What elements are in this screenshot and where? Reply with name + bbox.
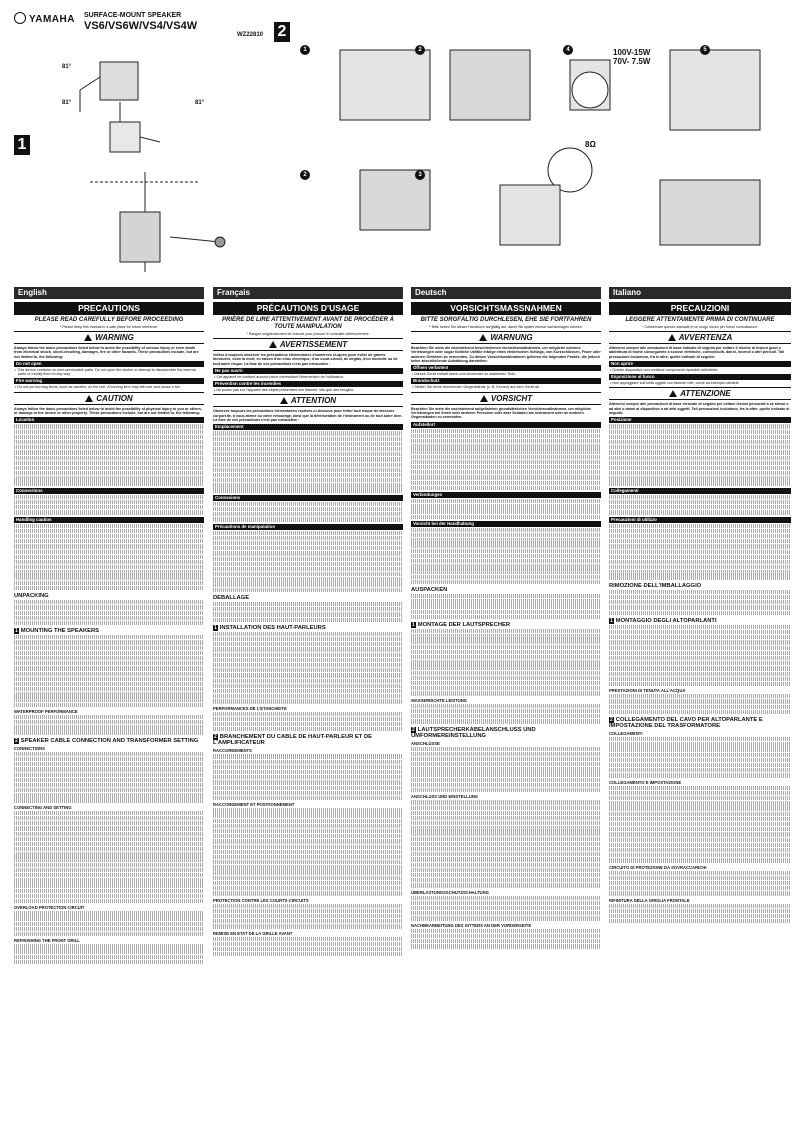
caution-heading: ATTENTION <box>213 394 403 407</box>
bracket-side-view <box>110 122 140 152</box>
mounting-illustration <box>20 42 260 282</box>
section-location: Aufstellort <box>411 422 601 428</box>
section-location: Posizione <box>609 417 791 423</box>
section-2-sub2: CONNECTING AND SETTING <box>14 804 72 810</box>
section-connections: Connections <box>14 488 204 494</box>
section-2-sub3: PROTECTION CONTRE LES COURTS-CIRCUITS <box>213 897 309 903</box>
section-2-sub2: RACCORDEMENT ET POSITIONNEMENT <box>213 802 295 808</box>
sub-step-2: 2 <box>415 45 425 55</box>
impedance-setting-callout: 8Ω <box>585 140 596 149</box>
do-not-open-text: • Dieses Gerät enthält keine vom Anwender zu wartenden Teile. <box>411 372 601 376</box>
section-2-sub4: REMISE EN ETAT DE LA GRILLE AVANT <box>213 930 293 936</box>
caution-heading: CAUTION <box>14 392 204 405</box>
lang-bar-german: Deutsch <box>411 287 601 299</box>
section-location: Location <box>14 417 204 423</box>
lang-bar-english: English <box>14 287 204 299</box>
warning-lead: Always follow the basic precautions listed below to avoid the possibility of serious injury or even death from electrical shock, short-circuiting, damages, fire or other hazards. These precautions include, but are not limited to, the following: <box>14 346 199 359</box>
column-english <box>14 302 204 1124</box>
keep-manual-note: * Rangez soigneusement ce manuel pour pouvoir le consulter ultérieurement. <box>246 332 370 336</box>
section-2-sub1: ANSCHLÜSSE <box>411 740 440 746</box>
precautions-subtitle: PRIÈRE DE LIRE ATTENTIVEMENT AVANT DE PROCÉDER À TOUTE MANIPULATION <box>222 317 394 330</box>
angle-label-1: 81° <box>62 64 72 70</box>
lang-bar-italian: Italiano <box>609 287 791 299</box>
unpacking-heading: AUSPACKEN <box>411 587 448 594</box>
precautions-title: PRECAUZIONI <box>609 302 791 315</box>
precautions-title: VORSICHTSMASSNAHMEN <box>411 302 601 315</box>
section-handling: Handling caution <box>14 517 204 523</box>
caution-triangle-icon <box>85 395 93 402</box>
section-do-not-open: Non aprire <box>609 361 791 367</box>
section-2-sub4: RIFINITURA DELLA GRIGLIA FRONTALE <box>609 897 690 903</box>
step-number-1: 1 <box>14 135 30 155</box>
precautions-title: PRÉCAUTIONS D'USAGE <box>213 302 403 315</box>
caution-lead: Beachten Sie stets die nachstehend aufgelisteten grundsätzlichen Vorsichtsmaßnahmen, um mögliche Verletzungen bei Ihnen oder anderen Personen oder aber Schäden am Instrument oder an anderen Gegenständen zu vermeiden. <box>411 406 592 420</box>
section-connections: Connexions <box>213 495 403 501</box>
brand-name: YAMAHA <box>29 14 75 25</box>
caution-triangle-icon <box>669 390 677 397</box>
speaker-top-view <box>100 62 138 100</box>
section-2-sub1: COLLEGAMENTI <box>609 731 643 737</box>
section-2-sub4: NACHBEARBEITUNG DES GITTERS AN DER VORDERSEITE <box>411 922 532 928</box>
section-do-not-open: Öffnen verboten! <box>411 365 601 371</box>
caution-heading: VORSICHT <box>411 392 601 405</box>
section-fire-warning: Brandschutz <box>411 378 601 384</box>
yamaha-tuning-fork-icon <box>14 12 26 24</box>
section-connections: Collegamenti <box>609 488 791 494</box>
caution-lead: Observez toujours les précautions élémentaires reprises ci-dessous pour éviter tout risque de blessure corporelle, à vous-même ou votre entourage, ainsi que la détérioration de l'instrument ou de tout autre bien. La liste de ces précautions n'est pas exhaustive : <box>213 409 403 423</box>
section-location: Emplacement <box>213 424 403 430</box>
warning-triangle-icon <box>479 334 487 341</box>
sub-step-3: 3 <box>415 170 425 180</box>
section-1-sub1: WATERPROOF PERFORMANCE <box>14 708 78 714</box>
warning-triangle-icon <box>269 341 277 348</box>
fire-text: • Ne posez pas sur l'appareil des objets présentant une flamme, tels que des bougies. <box>213 388 403 392</box>
section-handling: Vorsicht bei der Handhabung <box>411 521 601 527</box>
product-models: VS6/VS6W/VS4/VS4W <box>84 20 198 32</box>
warning-triangle-icon <box>668 334 676 341</box>
section-1-heading: 1 MONTAGGIO DEGLI ALTOPARLANTI <box>610 617 717 624</box>
section-2-sub4: REFINISHING THE FRONT GRILL <box>14 938 80 944</box>
warning-lead: Veillez à toujours observer les précautions élémentaires énumérées ci-après pour éviter de graves blessures, voire la mort, en raison d'un choc électrique, d'un court-circuit, de dégâts, d'un incendie ou de tout autre risque. La liste de ces précautions n'est pas exhaustive : <box>213 353 398 366</box>
section-2-sub1: CONNECTIONS <box>14 745 45 751</box>
section-2-heading: 2 SPEAKER CABLE CONNECTION AND TRANSFORMER SETTING <box>15 737 199 744</box>
warning-triangle-icon <box>84 334 92 341</box>
product-type: SURFACE-MOUNT SPEAKER <box>84 12 182 19</box>
section-2-heading: 2 COLLEGAMENTO DEL CAVO PER ALTOPARLANTE E IMPOSTAZIONE DEL TRASFORMATORE <box>609 717 763 730</box>
section-do-not-open: Ne pas ouvrir <box>213 368 403 374</box>
warning-heading: AVERTISSEMENT <box>213 338 403 351</box>
section-handling: Precauzioni di utilizzo <box>609 517 791 523</box>
fire-text: • Non appoggiare sull'unità oggetti con fiamme vive, come ad esempio candele. <box>609 381 791 385</box>
header <box>14 10 234 38</box>
precautions-subtitle: BITTE SORGFÄLTIG DURCHLESEN, EHE SIE FORTFAHREN <box>420 317 592 323</box>
fire-text: • Do not put burning items, such as candles, on the unit. A burning item may fall over and cause a fire. <box>14 385 204 389</box>
precautions-subtitle: PLEASE READ CAREFULLY BEFORE PROCEEDING <box>34 317 184 323</box>
precautions-title: PRECAUTIONS <box>14 302 204 315</box>
section-fire-warning: Esposizione al fuoco <box>609 374 791 380</box>
column-german <box>411 302 601 1124</box>
sub-step-2b: 2 <box>300 170 310 180</box>
caution-lead: Always follow the basic precautions listed below to avoid the possibility of physical injury to you or others, or damage to the device or other property. These precautions include, but are not limited to, the following: <box>14 406 202 416</box>
column-italian <box>609 302 791 1124</box>
section-2-sub3: CIRCUITO DI PROTEZIONE DA SOVRACCARICHI <box>609 864 707 870</box>
caution-triangle-icon <box>280 397 288 404</box>
sub-step-1: 1 <box>300 45 310 55</box>
section-2-sub3: OVERLOAD PROTECTION CIRCUIT <box>14 905 85 911</box>
caution-triangle-icon <box>480 395 488 402</box>
unpacking-heading: RIMOZIONE DELL'IMBALLAGGIO <box>609 582 702 589</box>
section-1-heading: 1 MONTAGE DER LAUTSPRECHER <box>412 622 511 629</box>
section-fire-warning: Prévention contre les incendies <box>213 381 403 387</box>
precautions-subtitle: LEGGERE ATTENTAMENTE PRIMA DI CONTINUARE <box>625 317 775 323</box>
yamaha-logo <box>14 12 75 25</box>
fire-text: • Stellen Sie keine brennenden Gegenstände (z. B. Kerzen) auf dem Gerät ab. <box>411 385 601 389</box>
do-not-open-text: • Cet appareil ne contient aucune pièce nécessitant l'intervention de l'utilisateur. <box>213 375 403 379</box>
section-2-heading: 2 BRANCHEMENT DU CABLE DE HAUT-PARLEUR ET DE L'AMPLIFICATEUR <box>213 734 373 747</box>
caution-heading: ATTENZIONE <box>609 387 791 400</box>
section-handling: Précautions de manipulation <box>213 524 403 530</box>
unpacking-heading: DEBALLAGE <box>213 594 250 601</box>
connection-illustrations <box>300 30 790 280</box>
keep-manual-note: * Bitte heben Sie dieses Handbuch sorgfältig auf, damit Sie später einmal nachschlagen können. <box>429 325 583 329</box>
section-1-sub1: WASSERDICHTE LEISTUNG <box>411 697 468 703</box>
doc-code: WZ22810 <box>237 32 264 38</box>
angle-label-2: 81° <box>62 100 72 106</box>
section-connections: Verbindungen <box>411 492 601 498</box>
section-fire-warning: Fire warning <box>14 378 204 384</box>
unpacking-heading: UNPACKING <box>14 593 49 600</box>
warning-lead: Beachten Sie stets die nachstehend beschriebenen Vorsichtsmaßnahmen, um mögliche schwere Verletzungen oder sogar tödliche Unfälle infolge eines elektrischen Schlags, von Kurzschlüssen, Feuer oder anderen Gefahren zu vermeiden. Zu diesen Vorsichtsmaßnahmen gehören die folgenden Punkte, die jedoch keine abschließende Aufzählung darstellen: <box>411 346 601 363</box>
sub-step-4: 4 <box>563 45 573 55</box>
section-2-sub2: ANSCHLUSS UND EINSTELLUNG <box>411 794 479 800</box>
section-2-sub3: ÜBERLASTUNGSSCHUTZSCHALTUNG <box>411 889 489 895</box>
step-number-2: 2 <box>274 22 290 42</box>
sub-step-5: 5 <box>700 45 710 55</box>
speaker-back-view <box>340 50 430 120</box>
section-1-sub1: PRESTAZIONI DI TENUTA ALL'ACQUA <box>609 688 686 694</box>
angle-label-3: 81° <box>195 100 205 106</box>
section-2-sub2: COLLEGAMENTO E IMPOSTAZIONE <box>609 779 682 785</box>
section-1-sub1: PERFORMANCES DE L'ETANCHEITE <box>213 705 287 711</box>
keep-manual-note: * Please keep this manual in a safe place for future reference. <box>59 325 159 329</box>
section-1-heading: 1 MOUNTING THE SPEAKERS <box>15 628 100 635</box>
section-1-heading: 1 INSTALLATION DES HAUT-PARLEURS <box>214 624 326 631</box>
column-french <box>213 302 403 1124</box>
section-2-heading: 2 LAUTSPRECHERKABELANSCHLUSS UND UMFORMEREINSTELLUNG <box>411 726 536 739</box>
keep-manual-note: * Conservare questo manuale in un luogo sicuro per future consultazioni. <box>642 325 758 329</box>
do-not-open-text: • Questo dispositivo non contiene componenti riparabili dall'utente. <box>609 368 791 372</box>
warning-heading: WARNUNG <box>411 331 601 344</box>
lang-bar-french: Français <box>213 287 403 299</box>
transformer-setting-callout: 100V-15W 70V- 7.5W <box>613 48 651 66</box>
do-not-open-text: • This device contains no user-serviceable parts. Do not open the device or attempt to disassemble the internal parts or modify them in any way. <box>14 368 204 377</box>
section-do-not-open: Do not open <box>14 361 204 367</box>
warning-heading: AVVERTENZA <box>609 331 791 344</box>
caution-lead: Attenersi sempre alle precauzioni di base elencate di seguito per evitare lesioni personali a sé stessi o ad altri o danni al dispositivo o ad altri oggetti. Tali precauzioni includono, fra le altre, quelle indicate di seguito: <box>609 402 790 416</box>
speaker-wall-view <box>120 212 160 262</box>
warning-heading: WARNING <box>14 331 204 344</box>
section-2-sub1: RACCORDEMENTS <box>213 748 252 754</box>
warning-lead: Attenersi sempre alle precauzioni di base indicate di seguito per evitare il rischio di lesioni gravi o addirittura di morte conseguente a scosse elettriche, cortocircuiti, danni, incendi o altri pericoli. Tali precauzioni includono, fra le altre, quelle indicate di seguito: <box>609 346 785 359</box>
